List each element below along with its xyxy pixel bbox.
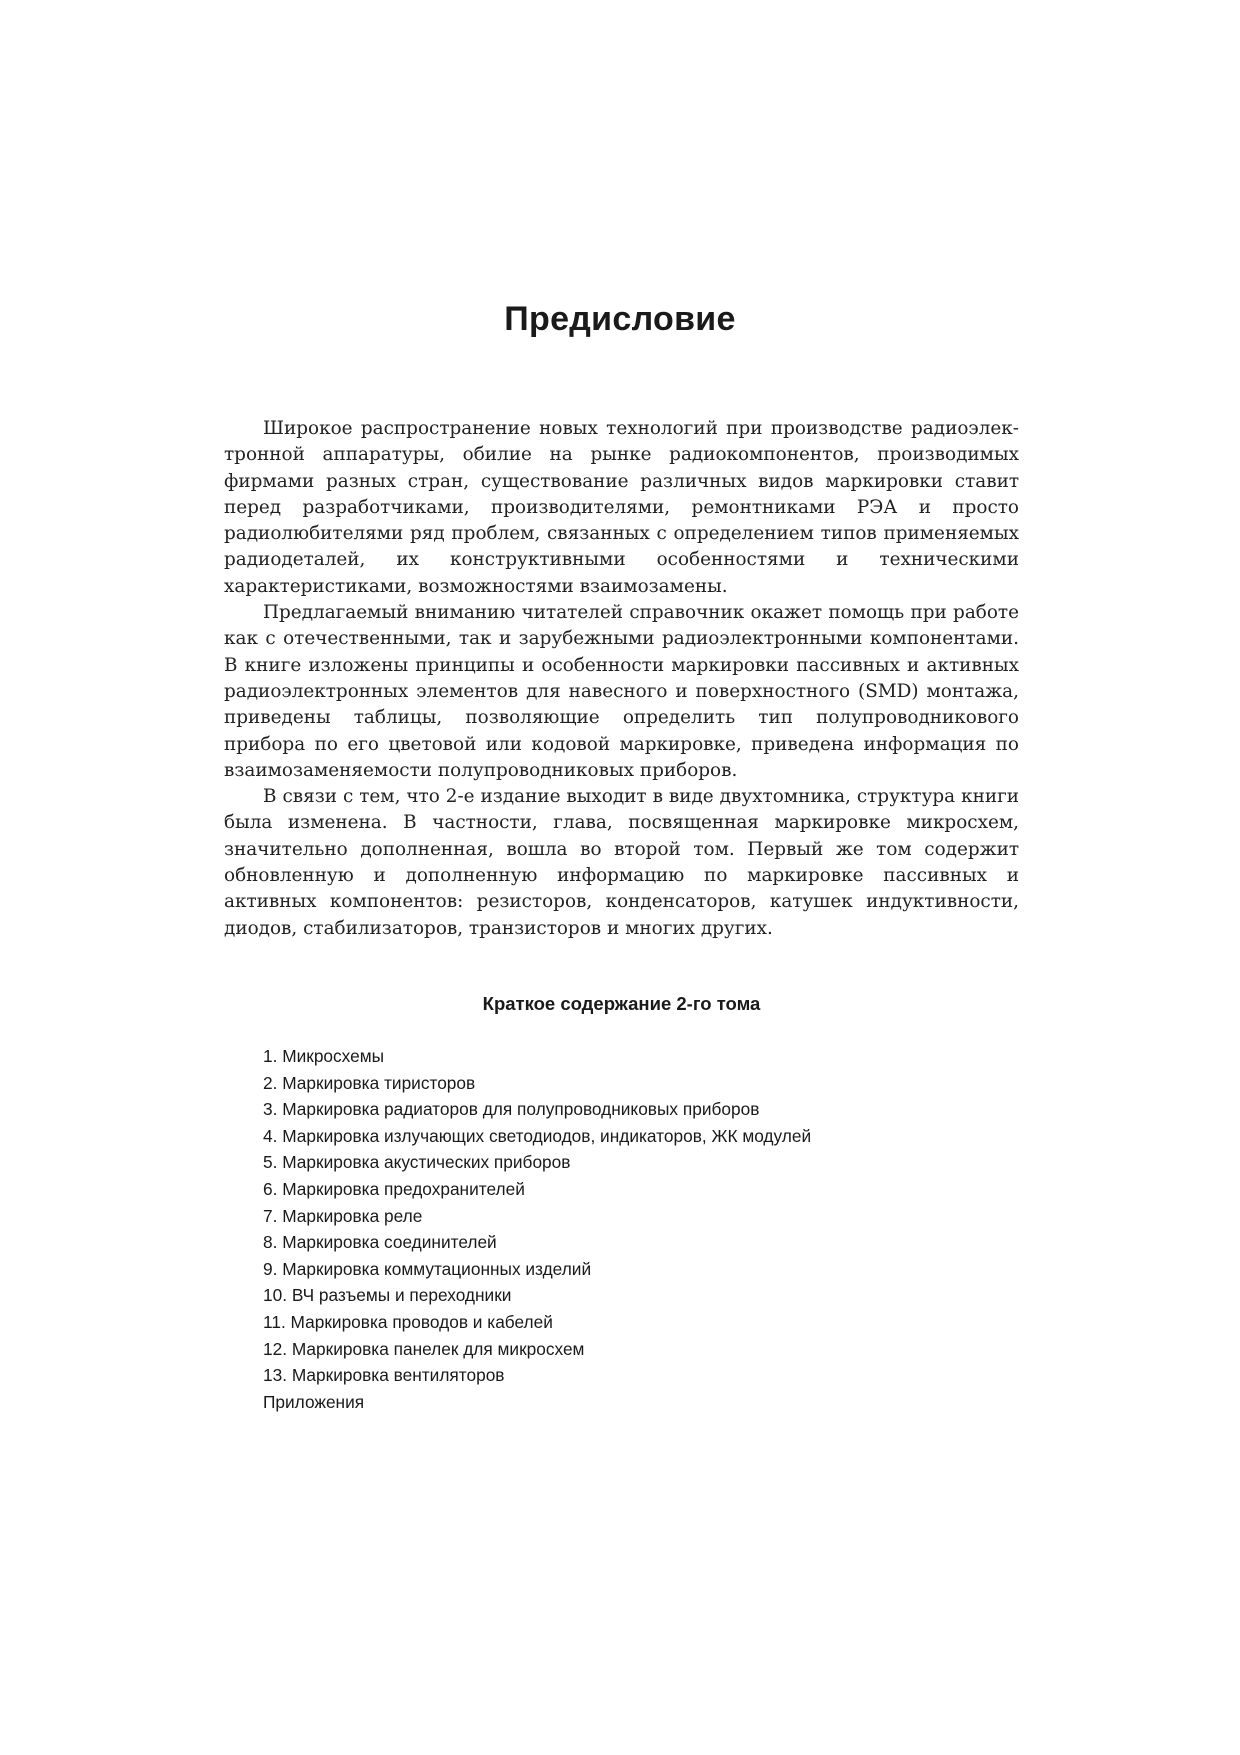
paragraph: Предлагаемый вниманию читателей справочник окажет помощь при работе как с отечественными, так и зарубежными радиоэлектронными компонентами. В книге изложены принципы и особенности маркировки пассивных и активных радиоэлектронных элементов для навесного и поверхностного (SMD) монтажа, приведены таблицы, позволяющие определить тип полупроводникового прибора по его цветовой или кодовой маркировке, приведена информация по взаимозаменяемости полупроводниковых приборов. xyxy=(224,602,1019,781)
toc-item: 13. Маркировка вентиляторов xyxy=(263,1365,505,1386)
preface-body xyxy=(224,416,1019,942)
toc-item: 6. Маркировка предохранителей xyxy=(263,1178,525,1199)
toc-item: 2. Маркировка тиристоров xyxy=(263,1072,476,1093)
toc-item: 10. ВЧ разъемы и переходники xyxy=(263,1285,512,1306)
toc-heading: Краткое содержание 2-го тома xyxy=(482,993,761,1014)
toc-item: 8. Маркировка соединителей xyxy=(263,1232,497,1253)
toc-item: 12. Маркировка панелек для микросхем xyxy=(263,1338,585,1359)
toc-item: 7. Маркировка реле xyxy=(263,1205,423,1226)
toc-item: 4. Маркировка излучающих светодиодов, индикаторов, ЖК модулей xyxy=(263,1125,812,1146)
paragraph: В связи с тем, что 2-е издание выходит в виде двухтомника, структура книги была изменена. В частности, глава, посвященная маркировке микросхем, значительно дополненная, вошла во второй том. Первый же том содержит обновленную и дополненную информацию по маркировке пассивных и активных компонентов: резисторов, конденсаторов, катушек индуктивности, диодов, стабилизаторов, транзисторов и многих других. xyxy=(224,786,1019,939)
toc-item: 1. Микросхемы xyxy=(263,1046,385,1066)
toc-item: 9. Маркировка коммутационных изделий xyxy=(263,1258,592,1279)
toc-item: 11. Маркировка проводов и кабелей xyxy=(263,1311,553,1332)
toc-item: 3. Маркировка радиаторов для полупроводниковых приборов xyxy=(263,1099,760,1120)
toc-item: Приложения xyxy=(263,1391,365,1412)
page-title: Предисловие xyxy=(504,300,736,338)
toc-list xyxy=(263,1043,811,1415)
toc-item: 5. Маркировка акустических приборов xyxy=(263,1152,571,1173)
paragraph: Широкое распространение новых технологий при производстве радиоэлектронной аппаратуры, обилие на рынке радиокомпонентов, производимых фирмами разных стран, существование различных видов маркировки ставит перед разработчиками, производителями, ремонтниками РЭА и просто радиолюбителями ряд проблем, связанных с определением типов применяемых радиодеталей, их конструктивными особенностями и техническими характеристиками, возможностями взаимозамены. xyxy=(224,418,1019,597)
